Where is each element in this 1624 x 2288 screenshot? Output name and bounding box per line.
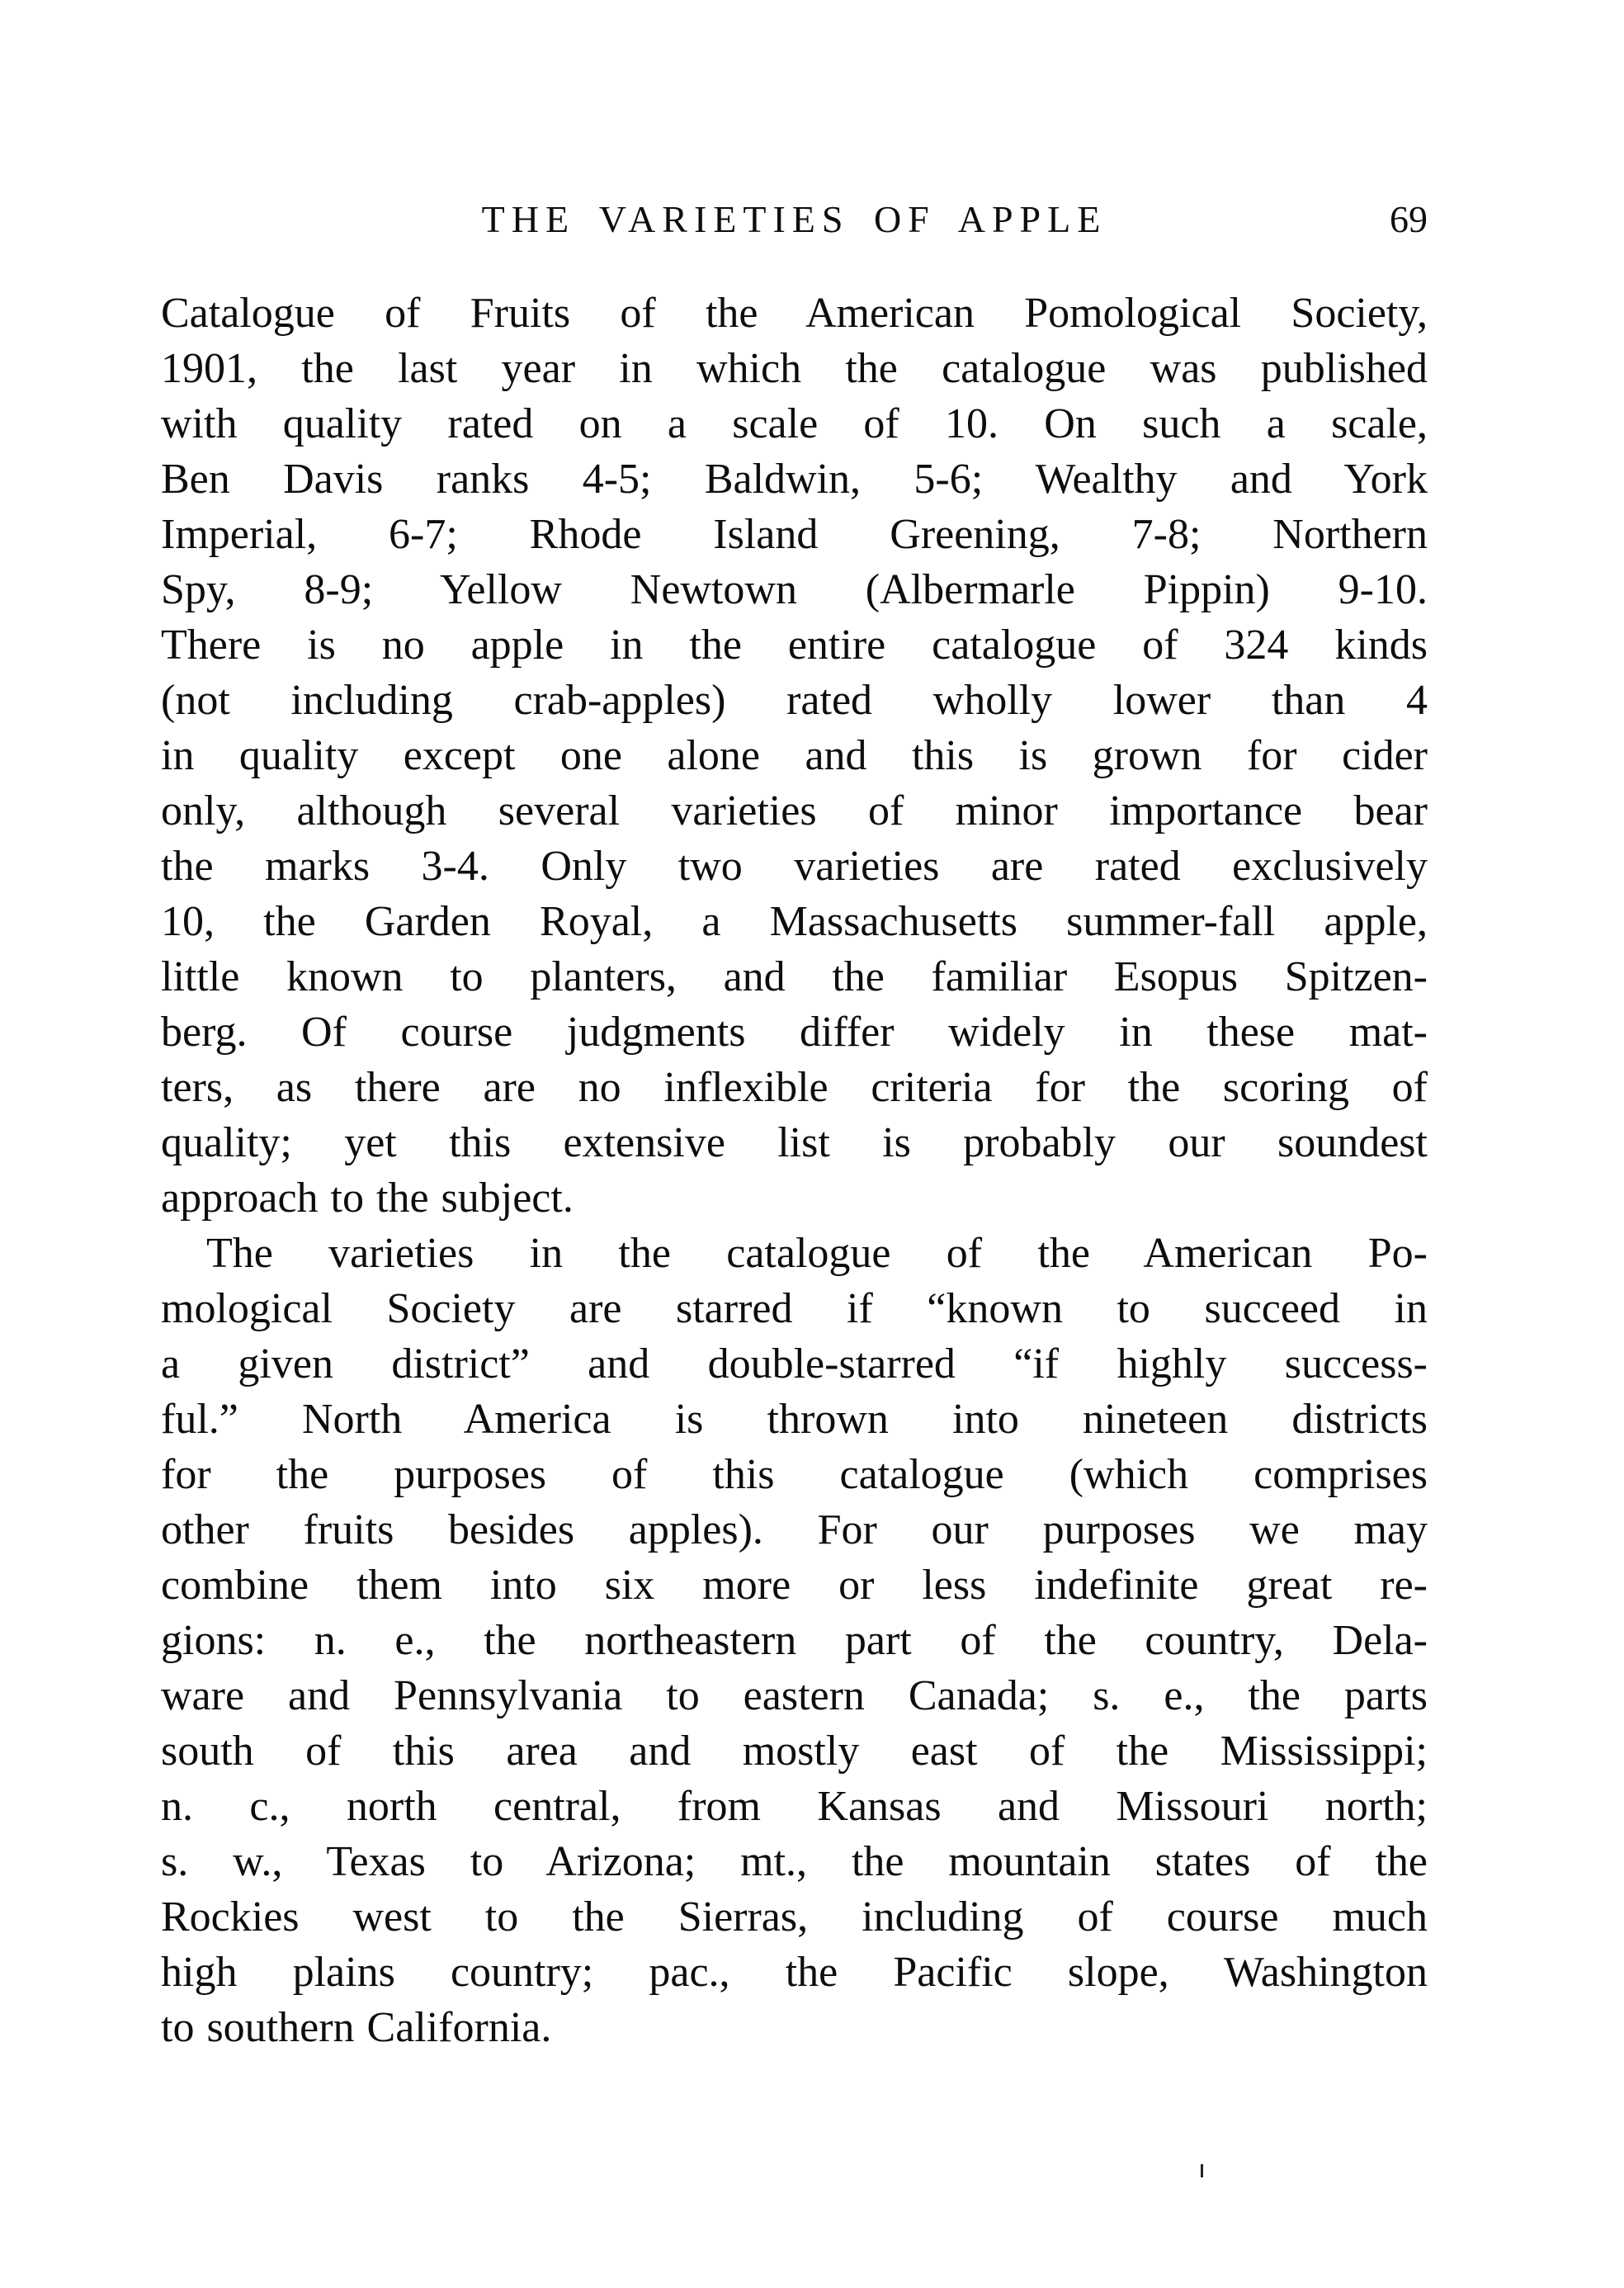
text-body (161, 286, 1428, 2055)
text-line: other fruits besides apples). For our purposes we may (161, 1506, 1428, 1553)
text-line: only, although several varieties of minor importance bear (161, 787, 1428, 834)
text-line: a given district” and double-starred “if highly success- (161, 1340, 1428, 1387)
text-line: n. c., north central, from Kansas and Missouri north; (161, 1783, 1428, 1830)
text-line: 10, the Garden Royal, a Massachusetts summer-fall apple, (161, 898, 1428, 945)
text-line: to southern California. (161, 2004, 552, 2051)
text-line: berg. Of course judgments differ widely in these mat- (161, 1009, 1428, 1056)
page-number: 69 (1390, 198, 1428, 240)
text-line: There is no apple in the entire catalogue of 324 kinds (161, 622, 1428, 669)
paragraph-2 (161, 1226, 1428, 2055)
text-line: gions: n. e., the northeastern part of the country, Dela- (161, 1617, 1428, 1664)
paragraph-1 (161, 286, 1428, 1226)
running-title: THE VARIETIES OF APPLE (481, 198, 1107, 240)
text-line: quality; yet this extensive list is probably our soundest (161, 1119, 1428, 1166)
text-line: the marks 3-4. Only two varieties are rated exclusively (161, 843, 1428, 890)
text-line: (not including crab-apples) rated wholly lower than 4 (161, 677, 1428, 724)
text-line: little known to planters, and the familiar Esopus Spitzen- (161, 953, 1428, 1000)
text-line: ters, as there are no inflexible criteria for the scoring of (161, 1064, 1428, 1111)
text-line: Spy, 8-9; Yellow Newtown (Albermarle Pippin) 9-10. (161, 566, 1428, 613)
text-line: south of this area and mostly east of the Mississippi; (161, 1728, 1428, 1775)
text-line: Rockies west to the Sierras, including of course much (161, 1893, 1428, 1941)
text-line: for the purposes of this catalogue (which comprises (161, 1451, 1428, 1498)
text-line: mological Society are starred if “known to succeed in (161, 1285, 1428, 1332)
text-line: Imperial, 6-7; Rhode Island Greening, 7-8; Northern (161, 511, 1428, 558)
text-line: ware and Pennsylvania to eastern Canada; s. e., the parts (161, 1672, 1428, 1719)
page-header (161, 196, 1428, 246)
text-line: The varieties in the catalogue of the American Po- (206, 1230, 1428, 1277)
text-line: Catalogue of Fruits of the American Pomological Society, (161, 290, 1428, 337)
scan-artifact (1201, 2164, 1203, 2177)
text-line: 1901, the last year in which the catalogue was published (161, 345, 1428, 392)
text-line: ful.” North America is thrown into nineteen districts (161, 1396, 1428, 1443)
text-line: approach to the subject. (161, 1175, 574, 1222)
text-line: combine them into six more or less indefinite great re- (161, 1562, 1428, 1609)
text-line: in quality except one alone and this is grown for cider (161, 732, 1428, 779)
text-line: with quality rated on a scale of 10. On such a scale, (161, 400, 1428, 447)
text-line: Ben Davis ranks 4-5; Baldwin, 5-6; Wealthy and York (161, 456, 1428, 503)
text-line: s. w., Texas to Arizona; mt., the mountain states of the (161, 1838, 1428, 1885)
text-line: high plains country; pac., the Pacific slope, Washington (161, 1949, 1428, 1996)
